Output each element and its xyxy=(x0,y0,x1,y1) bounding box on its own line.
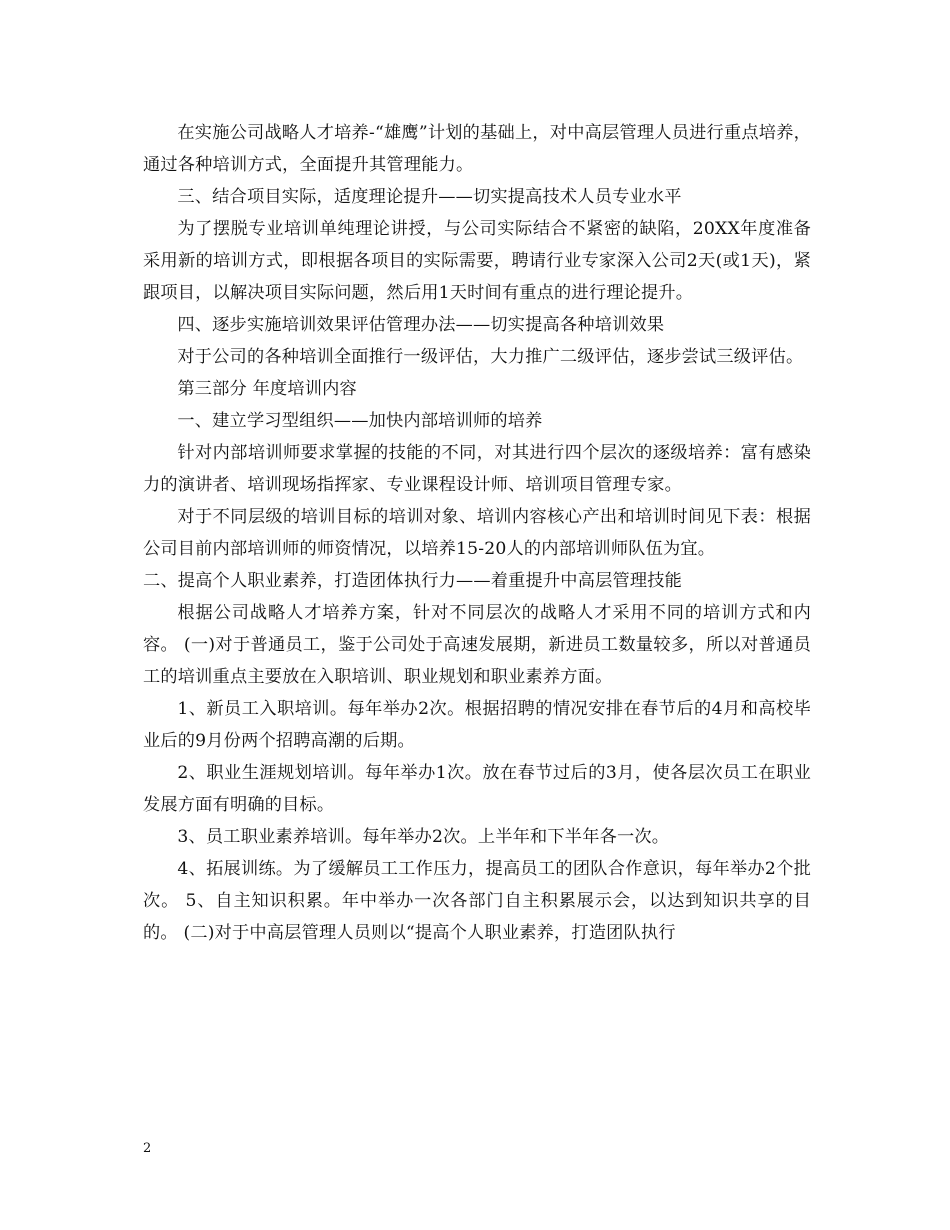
page-number: 2 xyxy=(143,1141,152,1156)
part-heading-3: 第三部分 年度培训内容 xyxy=(177,379,357,399)
section-heading-4: 四、逐步实施培训效果评估管理办法——切实提高各种培训效果 xyxy=(177,315,665,335)
paragraph-2: 为了摆脱专业培训单纯理论讲授，与公司实际结合不紧密的缺陷，20XX年度准备采用新的培训方式，即根据各项目的实际需要，聘请行业专家深入公司2天(或1天)，紧跟项目，以解决项目实际问题，然后用1天时间有重点的进行理论提升。 xyxy=(143,219,811,303)
paragraph-3: 对于公司的各种培训全面推行一级评估，大力推广二级评估，逐步尝试三级评估。 xyxy=(177,347,804,367)
list-item-2: 2、职业生涯规划培训。每年举办1次。放在春节过后的3月，使各层次员工在职业发展方面有明确的目标。 xyxy=(143,763,811,815)
paragraph-1: 在实施公司战略人才培养-“雄鹰”计划的基础上，对中高层管理人员进行重点培养，通过各种培训方式，全面提升其管理能力。 xyxy=(143,123,811,175)
subsection-heading-2: 二、提高个人职业素养，打造团体执行力——着重提升中高层管理技能 xyxy=(143,571,683,591)
section-heading-3: 三、结合项目实际，适度理论提升——切实提高技术人员专业水平 xyxy=(177,187,682,207)
paragraph-4: 针对内部培训师要求掌握的技能的不同，对其进行四个层次的逐级培养：富有感染力的演讲者、培训现场指挥家、专业课程设计师、培训项目管理专家。 xyxy=(143,443,811,495)
list-item-4: 4、拓展训练。为了缓解员工工作压力，提高员工的团队合作意识，每年举办2个批次。 5、自主知识积累。年中举办一次各部门自主积累展示会，以达到知识共享的目的。 (二)对于中高层管理人员则以“提高个人职业素养，打造团队执行 xyxy=(143,859,811,943)
paragraph-5: 对于不同层级的培训目标的培训对象、培训内容核心产出和培训时间见下表：根据公司目前内部培训师的师资情况，以培养15-20人的内部培训师队伍为宜。 xyxy=(143,507,811,559)
subsection-heading-1: 一、建立学习型组织——加快内部培训师的培养 xyxy=(177,411,543,431)
list-item-3: 3、员工职业素养培训。每年举办2次。上半年和下半年各一次。 xyxy=(177,827,670,847)
list-item-1: 1、新员工入职培训。每年举办2次。根据招聘的情况安排在春节后的4月和高校毕业后的9月份两个招聘高潮的后期。 xyxy=(143,699,811,751)
paragraph-6: 根据公司战略人才培养方案，针对不同层次的战略人才采用不同的培训方式和内容。 (一)对于普通员工，鉴于公司处于高速发展期，新进员工数量较多，所以对普通员工的培训重点主要放在入职培训、职业规划和职业素养方面。 xyxy=(143,603,811,687)
document-body xyxy=(143,117,811,949)
